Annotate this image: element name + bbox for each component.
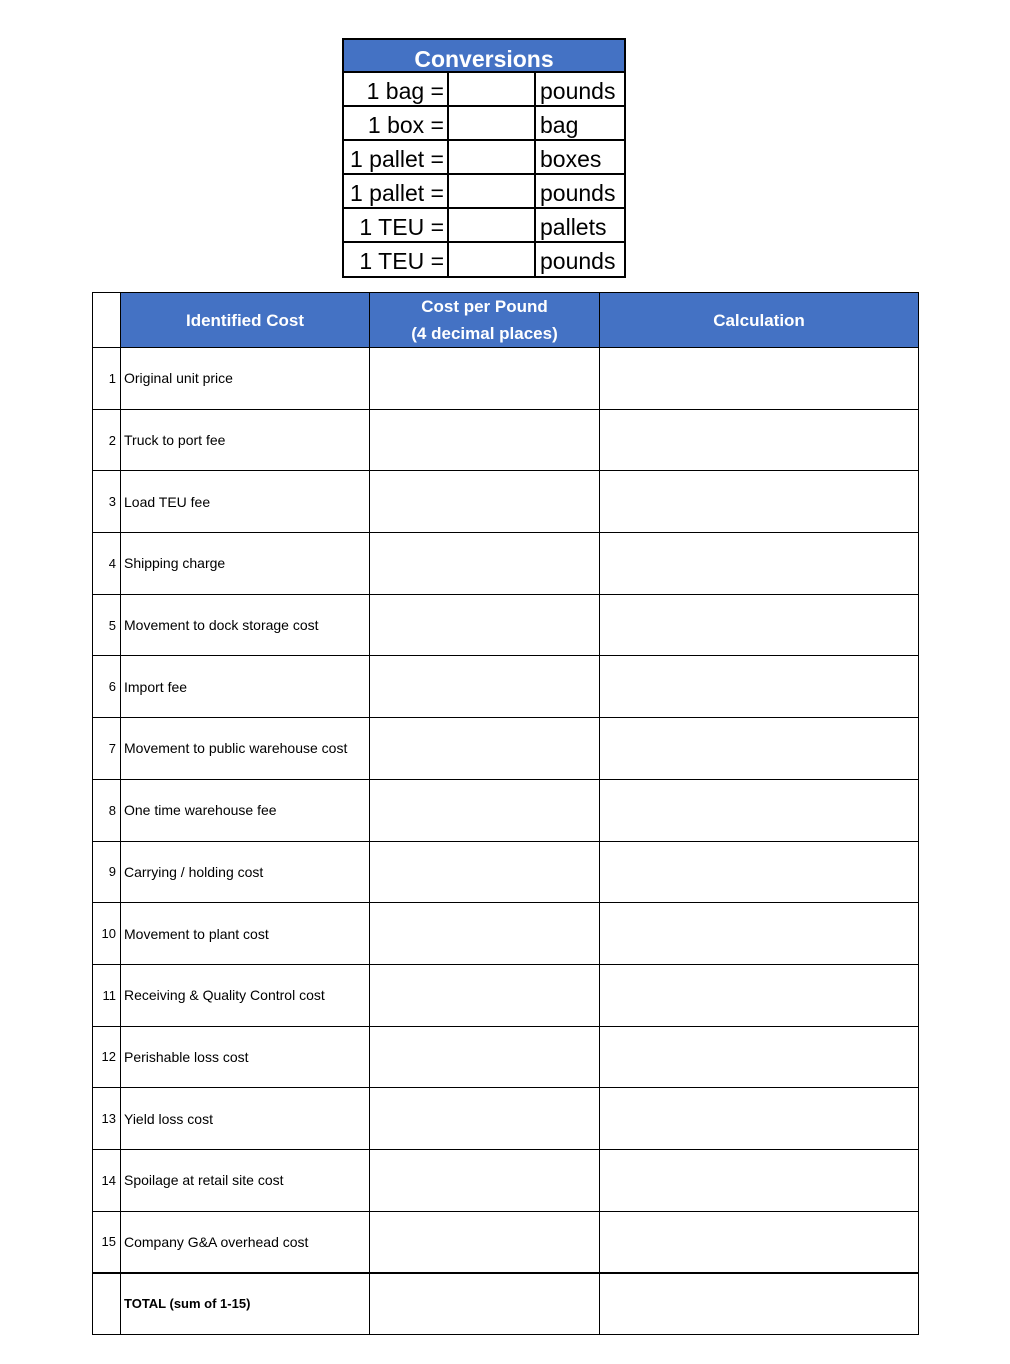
row-number: 15 [93, 1211, 121, 1273]
row-number: 13 [93, 1088, 121, 1150]
cost-per-pound-cell[interactable] [370, 964, 600, 1026]
cost-per-pound-cell[interactable] [370, 1026, 600, 1088]
calculation-cell[interactable] [600, 903, 919, 965]
conversions-table [342, 38, 626, 278]
calculation-cell[interactable] [600, 718, 919, 780]
cost-name: Spoilage at retail site cost [121, 1149, 370, 1211]
conversion-unit: pounds [540, 248, 616, 274]
conversion-row [344, 175, 624, 209]
calculation-cell[interactable] [600, 1149, 919, 1211]
table-row [93, 964, 919, 1026]
calculation-cell[interactable] [600, 471, 919, 533]
cost-name: Company G&A overhead cost [121, 1211, 370, 1273]
total-label: TOTAL (sum of 1-15) [121, 1273, 370, 1335]
table-row [93, 903, 919, 965]
cost-name: Carrying / holding cost [121, 841, 370, 903]
cost-name: Receiving & Quality Control cost [121, 964, 370, 1026]
row-number: 10 [93, 903, 121, 965]
row-number: 2 [93, 409, 121, 471]
calculation-cell[interactable] [600, 964, 919, 1026]
calculation-cell[interactable] [600, 779, 919, 841]
row-number: 9 [93, 841, 121, 903]
cost-name: Load TEU fee [121, 471, 370, 533]
cost-per-pound-cell[interactable] [370, 594, 600, 656]
cost-per-pound-cell[interactable] [370, 841, 600, 903]
calculation-cell[interactable] [600, 594, 919, 656]
header-identified-cost: Identified Cost [121, 293, 370, 348]
calculation-cell[interactable] [600, 1026, 919, 1088]
table-row [93, 718, 919, 780]
header-blank-cell [93, 293, 121, 348]
calculation-cell[interactable] [600, 533, 919, 595]
table-row [93, 533, 919, 595]
conversion-label: 1 TEU = [344, 209, 449, 241]
conversion-label: 1 box = [344, 107, 449, 139]
conversion-unit: pallets [540, 214, 607, 240]
row-number: 1 [93, 348, 121, 410]
conversion-value-input[interactable] [449, 209, 536, 241]
conversion-unit: bag [540, 112, 579, 138]
header-row [93, 293, 919, 348]
cost-name: Perishable loss cost [121, 1026, 370, 1088]
cost-per-pound-cell[interactable] [370, 656, 600, 718]
conversion-value-input[interactable] [449, 73, 536, 105]
row-number: 5 [93, 594, 121, 656]
table-row [93, 594, 919, 656]
total-cost-per-pound-cell[interactable] [370, 1273, 600, 1335]
conversion-unit: pounds [540, 78, 616, 104]
conversions-title: Conversions [344, 40, 624, 73]
conversion-row [344, 107, 624, 141]
row-number: 3 [93, 471, 121, 533]
table-row [93, 841, 919, 903]
cost-per-pound-cell[interactable] [370, 718, 600, 780]
table-row [93, 1026, 919, 1088]
cost-name: Movement to public warehouse cost [121, 718, 370, 780]
row-number: 7 [93, 718, 121, 780]
cost-per-pound-cell[interactable] [370, 779, 600, 841]
cost-name: Movement to dock storage cost [121, 594, 370, 656]
total-row-number [93, 1273, 121, 1335]
conversion-label: 1 pallet = [344, 175, 449, 207]
conversion-value-input[interactable] [449, 243, 536, 276]
cost-per-pound-cell[interactable] [370, 1088, 600, 1150]
cost-per-pound-cell[interactable] [370, 471, 600, 533]
cost-per-pound-cell[interactable] [370, 903, 600, 965]
conversion-unit: pounds [540, 180, 616, 206]
row-number: 12 [93, 1026, 121, 1088]
conversion-row [344, 141, 624, 175]
cost-per-pound-cell[interactable] [370, 533, 600, 595]
cost-name: Import fee [121, 656, 370, 718]
conversion-row [344, 243, 624, 276]
header-cost-per-pound-line2: (4 decimal places) [411, 324, 558, 343]
table-row [93, 348, 919, 410]
conversion-row [344, 209, 624, 243]
conversion-value-input[interactable] [449, 141, 536, 173]
conversion-label: 1 bag = [344, 73, 449, 105]
table-row [93, 1211, 919, 1273]
header-calculation: Calculation [600, 293, 919, 348]
conversion-label: 1 pallet = [344, 141, 449, 173]
row-number: 14 [93, 1149, 121, 1211]
conversion-value-input[interactable] [449, 107, 536, 139]
cost-name: Shipping charge [121, 533, 370, 595]
header-cost-per-pound [370, 293, 600, 348]
table-row [93, 656, 919, 718]
cost-name: Yield loss cost [121, 1088, 370, 1150]
cost-name: Movement to plant cost [121, 903, 370, 965]
cost-name: Truck to port fee [121, 409, 370, 471]
row-number: 6 [93, 656, 121, 718]
table-row [93, 779, 919, 841]
header-cost-per-pound-line1: Cost per Pound [421, 297, 548, 316]
conversion-label: 1 TEU = [344, 243, 449, 276]
calculation-cell[interactable] [600, 1211, 919, 1273]
row-number: 4 [93, 533, 121, 595]
calculation-cell[interactable] [600, 348, 919, 410]
cost-per-pound-cell[interactable] [370, 348, 600, 410]
conversion-unit: boxes [540, 146, 602, 172]
total-row [93, 1273, 919, 1335]
cost-per-pound-cell[interactable] [370, 409, 600, 471]
total-calculation-cell[interactable] [600, 1273, 919, 1335]
conversion-row [344, 73, 624, 107]
cost-per-pound-cell[interactable] [370, 1211, 600, 1273]
cost-table [92, 292, 919, 1335]
cost-name: One time warehouse fee [121, 779, 370, 841]
cost-per-pound-cell[interactable] [370, 1149, 600, 1211]
conversion-value-input[interactable] [449, 175, 536, 207]
calculation-cell[interactable] [600, 841, 919, 903]
calculation-cell[interactable] [600, 656, 919, 718]
calculation-cell[interactable] [600, 409, 919, 471]
calculation-cell[interactable] [600, 1088, 919, 1150]
row-number: 11 [93, 964, 121, 1026]
row-number: 8 [93, 779, 121, 841]
table-row [93, 409, 919, 471]
cost-name: Original unit price [121, 348, 370, 410]
table-row [93, 1149, 919, 1211]
table-row [93, 1088, 919, 1150]
table-row [93, 471, 919, 533]
